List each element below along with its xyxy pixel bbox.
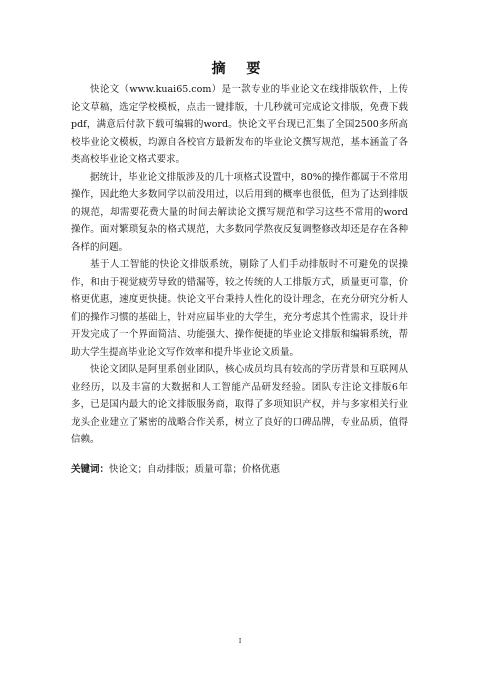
abstract-paragraph-2: 据统计，毕业论文排版涉及的几十项格式设置中，80%的操作都属于不常用操作，因此绝大多数同学以前没用过，以后用到的概率也很低，但为了达到排版的规范，却需要花费大量的时间去解读论文撰写规范和学习这些不常用的word操作。面对繁琐复杂的格式规范，大多数同学熬夜反复调整修改却还是存在各种各样的问题。 xyxy=(71,171,408,253)
abstract-paragraph-3: 基于人工智能的快论文排版系统，剔除了人们手动排版时不可避免的误操作，和由于视觉疲劳导致的错漏等，较之传统的人工排版方式，质量更可靠，价格更优惠，速度更快捷。快论文平台秉持人性化的设计理念，在充分研究分析人们的操作习惯的基础上，针对应届毕业的大学生，充分考虑其个性需求，设计并开发完成了一个界面简洁、功能强大、操作便捷的毕业论文排版和编辑系统，帮助大学生提高毕业论文写作效率和提升毕业论文质量。 xyxy=(71,259,408,358)
keywords-line xyxy=(71,461,408,479)
abstract-paragraph-1: 快论文（www.kuai65.com）是一款专业的毕业论文在线排版软件，上传论文草稿，选定学校模板，点击一键排版，十几秒就可完成论文排版，免费下载pdf，满意后付款下载可编辑的word。快论文平台现已汇集了全国2500多所高校毕业论文模板，均源自各校官方最新发布的毕业论文撰写规范，基本涵盖了各类高校毕业论文格式要求。 xyxy=(71,84,408,165)
keywords-text: 快论文；自动排版；质量可靠；价格优惠 xyxy=(109,463,281,475)
abstract-paragraph-4: 快论文团队是阿里系创业团队，核心成员均具有较高的学历背景和互联网从业经历，以及丰富的大数据和人工智能产品研发经验。团队专注论文排版6年多，已是国内最大的论文排版服务商，取得了多项知识产权，并与多家相关行业龙头企业建立了紧密的战略合作关系，树立了良好的口碑品牌，专业品质，值得信赖。 xyxy=(71,364,408,445)
page-number: I xyxy=(238,638,242,645)
abstract-title: 摘 要 xyxy=(211,61,269,77)
keywords-label: 关键词： xyxy=(71,463,110,475)
abstract-body xyxy=(71,81,408,478)
